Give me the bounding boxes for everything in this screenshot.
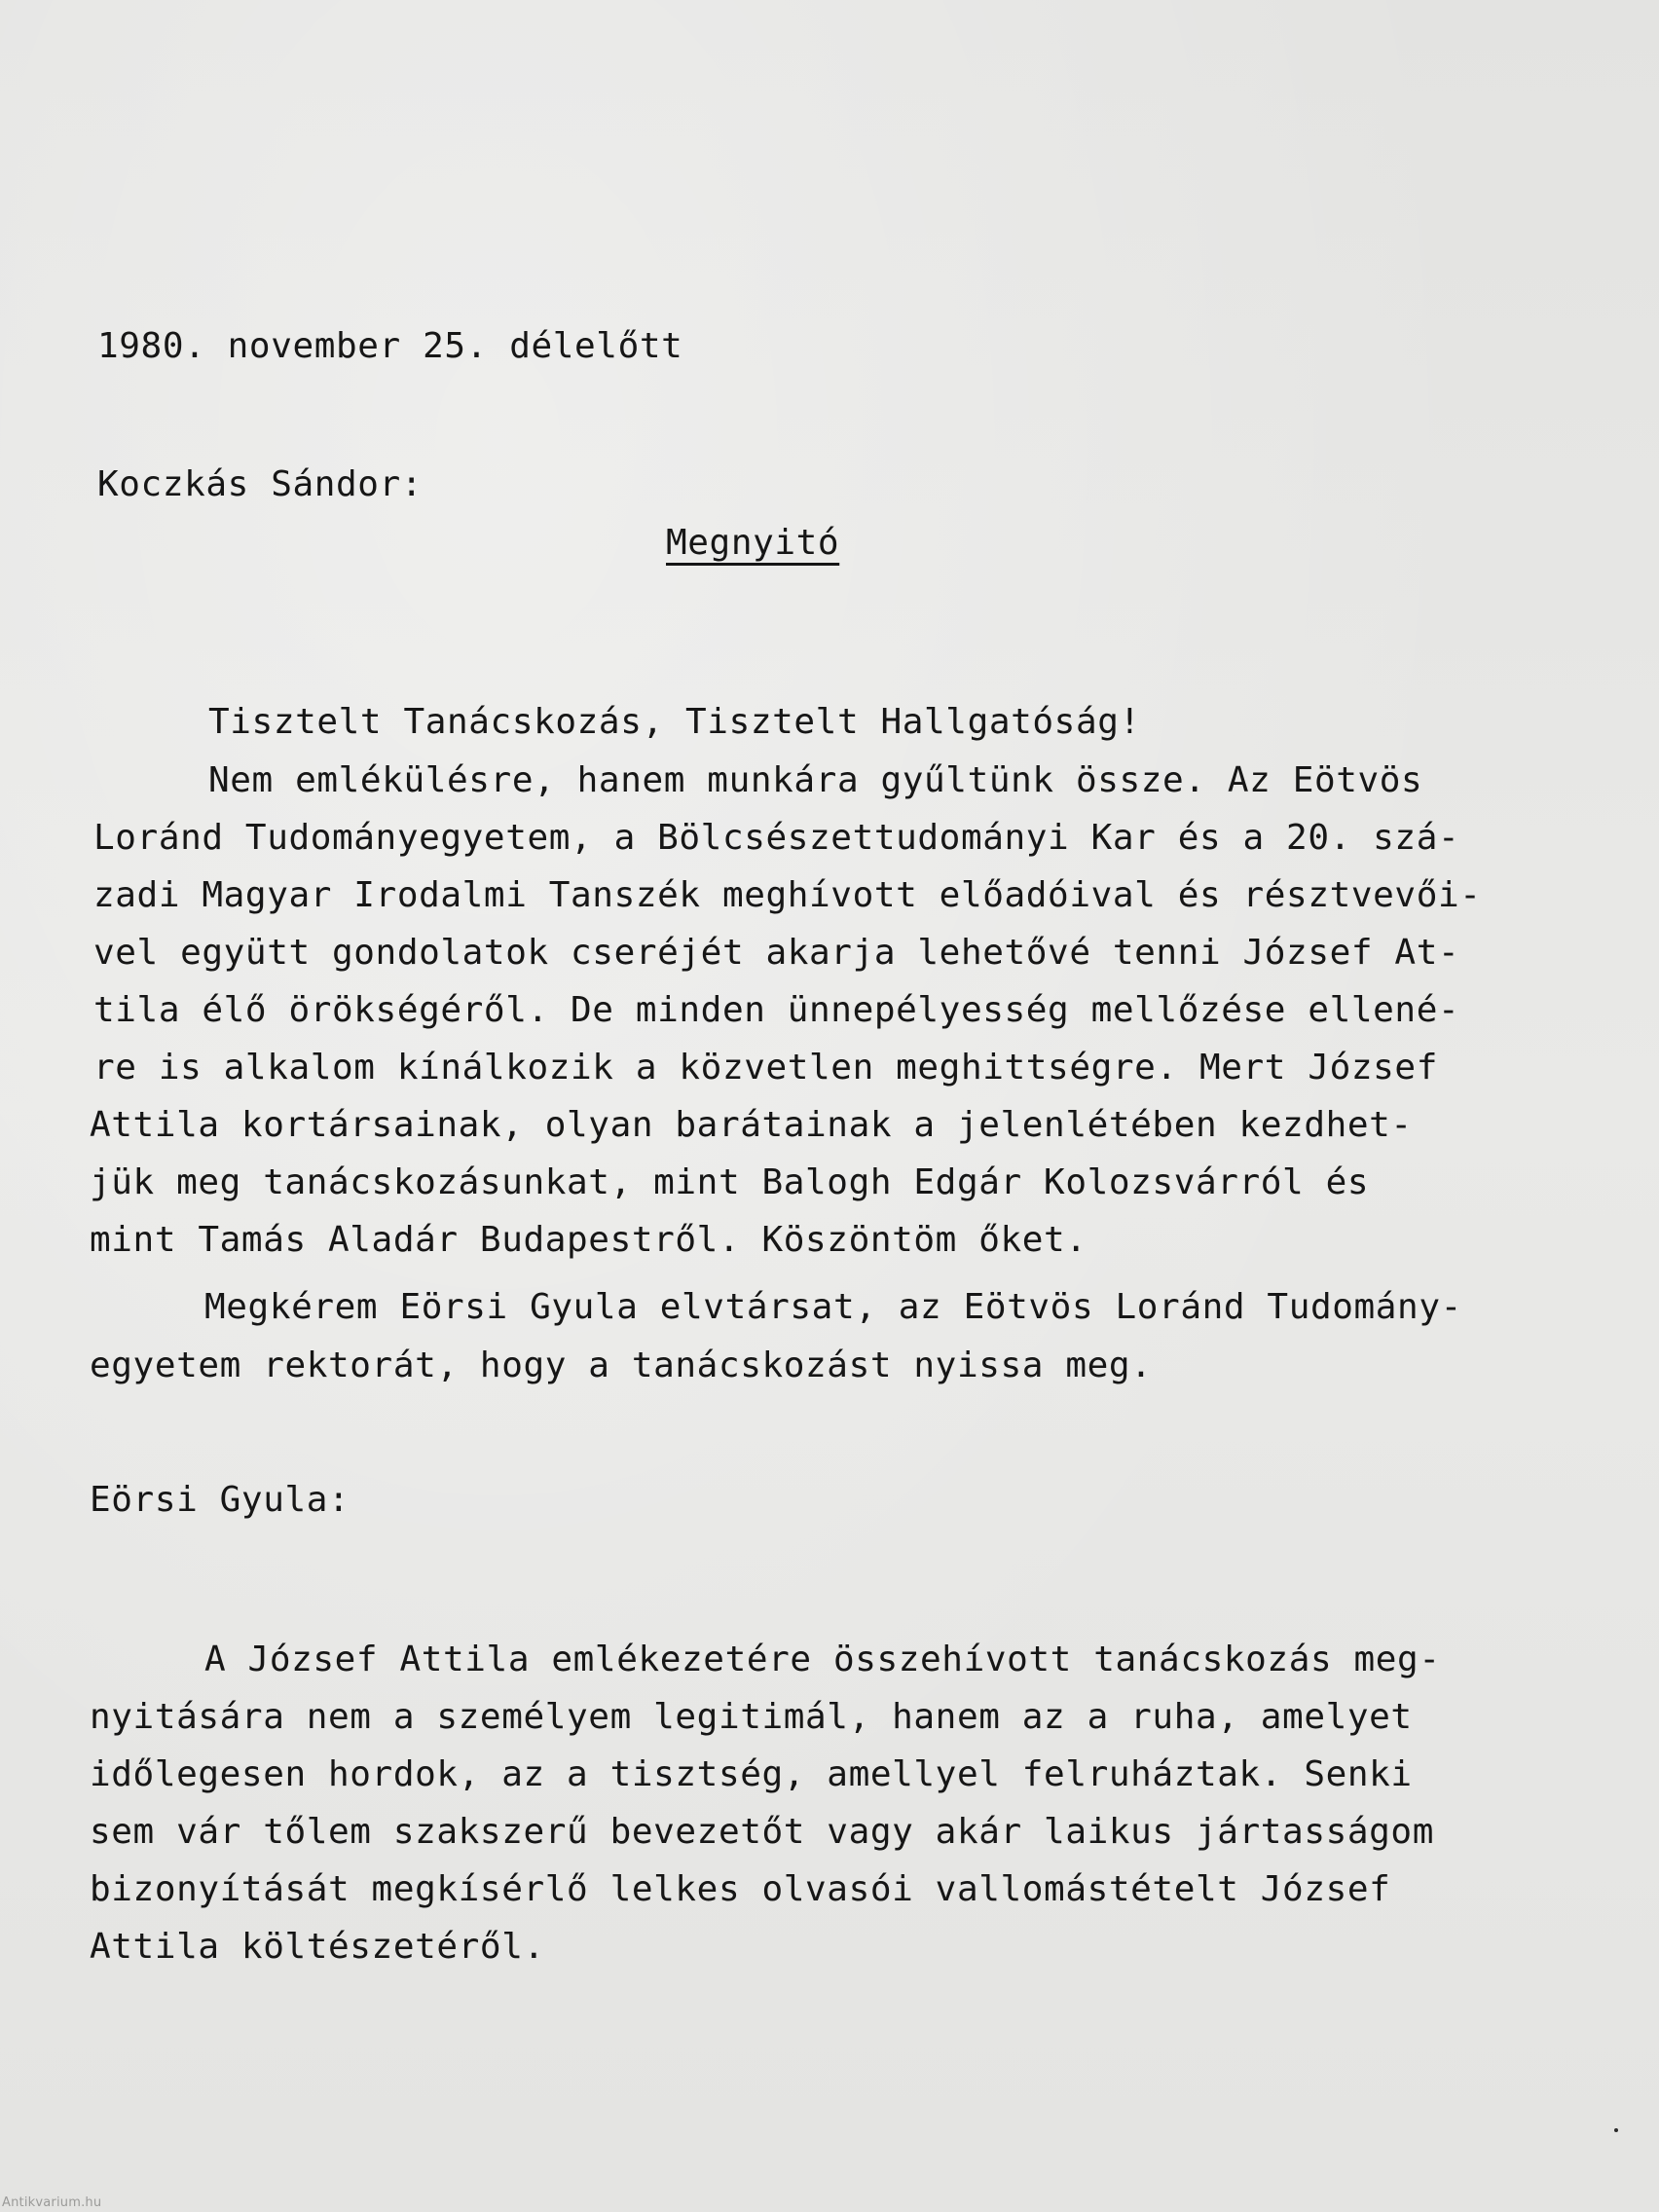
paper-speck: [1614, 2128, 1618, 2132]
watermark: Antikvarium.hu: [2, 2195, 102, 2210]
text-line: Loránd Tudományegyetem, a Bölcsészettudományi Kar és a 20. szá-: [93, 818, 1460, 858]
speaker-name: Koczkás Sándor:: [97, 464, 424, 504]
text-line: A József Attila emlékezetére összehívott tanácskozás meg-: [204, 1640, 1441, 1679]
date-line: 1980. november 25. délelőtt: [97, 326, 683, 366]
text-line: Attila költészetéről.: [90, 1927, 545, 1967]
text-line: Tisztelt Tanácskozás, Tisztelt Hallgatóság!: [208, 702, 1141, 742]
text-line: nyitására nem a személyem legitimál, hanem az a ruha, amelyet: [90, 1697, 1413, 1737]
text-line: re is alkalom kínálkozik a közvetlen meghittségre. Mert József: [93, 1048, 1438, 1088]
text-line: sem vár tőlem szakszerű bevezetőt vagy akár laikus jártasságom: [90, 1812, 1434, 1852]
text-line: mint Tamás Aladár Budapestről. Köszöntöm őket.: [90, 1220, 1088, 1260]
section-heading: Megnyitó: [666, 523, 840, 563]
text-line: bizonyítását megkísérlő lelkes olvasói vallomástételt József: [90, 1869, 1391, 1909]
text-line: zadi Magyar Irodalmi Tanszék meghívott előadóival és résztvevői-: [93, 875, 1482, 915]
text-line: Attila kortársainak, olyan barátainak a jelenlétében kezdhet-: [90, 1105, 1413, 1145]
text-line: egyetem rektorát, hogy a tanácskozást nyissa meg.: [90, 1346, 1153, 1385]
text-line: Nem emlékülésre, hanem munkára gyűltünk össze. Az Eötvös: [208, 760, 1423, 800]
text-line: vel együtt gondolatok cseréjét akarja lehetővé tenni József At-: [93, 933, 1460, 973]
text-line: tila élő örökségéről. De minden ünnepélyesség mellőzése ellené-: [93, 990, 1460, 1030]
text-line: jük meg tanácskozásunkat, mint Balogh Edgár Kolozsvárról és: [90, 1162, 1370, 1202]
text-line: Megkérem Eörsi Gyula elvtársat, az Eötvös Loránd Tudomány-: [204, 1287, 1462, 1327]
text-line: időlegesen hordok, az a tisztség, amellyel felruháztak. Senki: [90, 1754, 1413, 1794]
speaker-name: Eörsi Gyula:: [90, 1480, 350, 1520]
